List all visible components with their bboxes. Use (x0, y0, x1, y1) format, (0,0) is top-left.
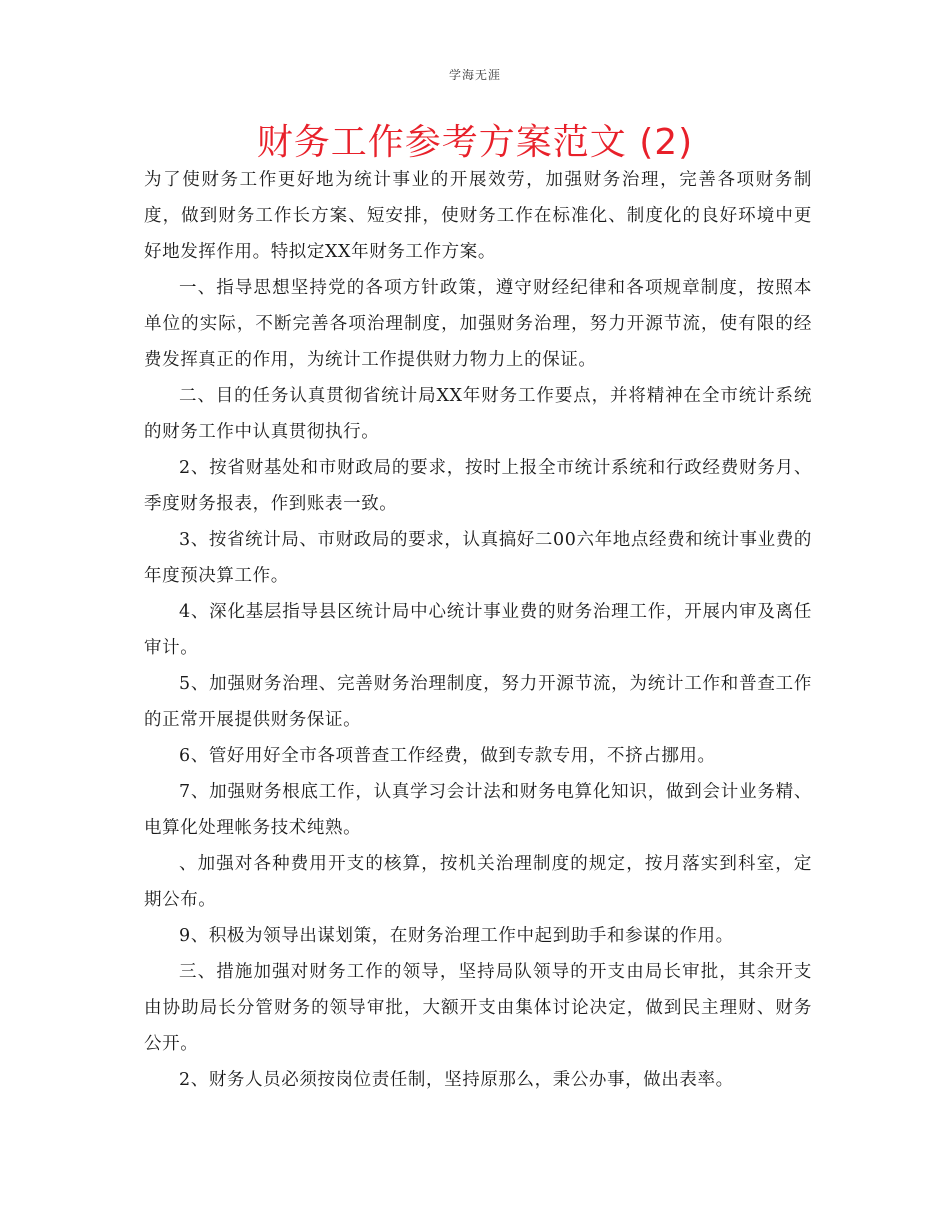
paragraph: 7、加强财务根底工作，认真学习会计法和财务电算化知识，做到会计业务精、电算化处理帐务技术纯熟。 (144, 782, 812, 838)
paragraph: 5、加强财务治理、完善财务治理制度，努力开源节流，为统计工作和普查工作的正常开展提供财务保证。 (144, 674, 812, 730)
document-body (144, 162, 812, 1098)
paragraph: 4、深化基层指导县区统计局中心统计事业费的财务治理工作，开展内审及离任审计。 (144, 602, 812, 658)
paragraph: 、加强对各种费用开支的核算，按机关治理制度的规定，按月落实到科室，定期公布。 (144, 854, 812, 910)
page-header: 学海无涯 (448, 68, 501, 82)
paragraph: 一、指导思想坚持党的各项方针政策，遵守财经纪律和各项规章制度，按照本单位的实际，不断完善各项治理制度，加强财务治理，努力开源节流，使有限的经费发挥真正的作用，为统计工作提供财力物力上的保证。 (144, 278, 812, 370)
paragraph: 二、目的任务认真贯彻省统计局XX年财务工作要点，并将精神在全市统计系统的财务工作中认真贯彻执行。 (144, 386, 812, 442)
paragraph: 3、按省统计局、市财政局的要求，认真搞好二00六年地点经费和统计事业费的年度预决算工作。 (144, 530, 812, 586)
paragraph: 三、措施加强对财务工作的领导，坚持局队领导的开支由局长审批，其余开支由协助局长分管财务的领导审批，大额开支由集体讨论决定，做到民主理财、财务公开。 (144, 962, 812, 1054)
paragraph: 2、财务人员必须按岗位责任制，坚持原那么，秉公办事，做出表率。 (179, 1070, 734, 1090)
paragraph: 9、积极为领导出谋划策，在财务治理工作中起到助手和参谋的作用。 (179, 926, 734, 946)
paragraph: 2、按省财基处和市财政局的要求，按时上报全市统计系统和行政经费财务月、季度财务报表，作到账表一致。 (144, 458, 812, 514)
paragraph-intro: 为了使财务工作更好地为统计事业的开展效劳，加强财务治理，完善各项财务制度，做到财务工作长方案、短安排，使财务工作在标准化、制度化的良好环境中更好地发挥作用。特拟定XX年财务工作方案。 (144, 170, 812, 262)
paragraph: 6、管好用好全市各项普查工作经费，做到专款专用，不挤占挪用。 (179, 746, 716, 766)
document-title: 财务工作参考方案范文 (2) (256, 122, 694, 163)
